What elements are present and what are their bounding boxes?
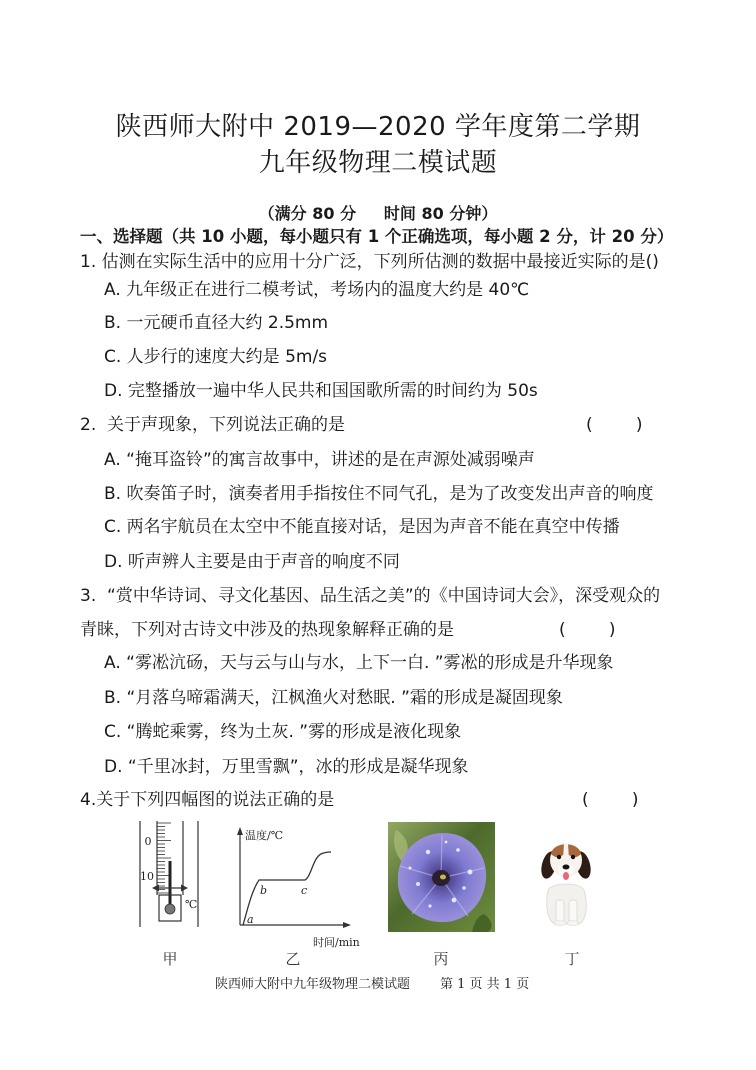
droplet [409,867,412,870]
flower-photo [388,822,495,932]
temperature-curve [243,852,331,925]
question-2-answer-bracket: ( ) [586,415,643,435]
graph-x-axis-label: 时间/min [313,936,360,949]
droplet [468,870,473,875]
question-1-option-d: D. 完整播放一遍中华人民共和国国歌所需的时间约为 50s [104,381,538,401]
graph-y-axis-arrow [237,827,243,835]
dog-eye-right [571,855,575,859]
question-3-stem-line-1: 3. “赏中华诗词、寻文化基因、品生活之美”的《中国诗词大会》，深受观众的 [80,586,661,606]
droplet [456,848,460,852]
footer-title: 陕西师大附中九年级物理二模试题 [215,977,411,992]
question-3-answer-bracket: ( ) [559,620,616,640]
graph-x-axis-arrow [343,922,351,928]
exam-title-line-1: 陕西师大附中 2019—2020 学年度第二学期 [115,112,641,142]
double-arrow-right-head [181,885,188,892]
figure-label-ding: 丁 [564,950,580,968]
question-3-stem-line-2: 青睐，下列对古诗文中涉及的热现象解释正确的是 [80,620,454,640]
section-heading: 一、选择题（共 10 小题，每小题只有 1 个正确选项，每小题 2 分，计 20 分） [80,227,674,246]
droplet [426,850,430,854]
temperature-time-graph [225,822,375,950]
footer-page-info: 第 1 页 共 1 页 [440,977,530,992]
graph-y-axis-label: 温度/℃ [245,829,284,842]
thermometer-liquid-column [169,861,172,905]
graph-point-a: a [247,913,254,926]
thermometer-unit: ℃ [185,898,198,911]
dog-paw [554,921,566,926]
question-4-answer-bracket: ( ) [582,790,639,810]
question-2-option-c: C. 两名宇航员在太空中不能直接对话，是因为声音不能在真空中传播 [104,517,620,537]
question-4-stem: 4.关于下列四幅图的说法正确的是 [80,790,335,810]
question-2-option-d: D. 听声辨人主要是由于声音的响度不同 [104,552,400,572]
dog-photo [528,830,604,926]
graph-point-c: c [301,884,308,897]
dog-tongue [563,872,569,880]
thermometer-bulb [165,904,175,914]
figure-label-bing: 丙 [433,950,449,968]
question-3-option-d: D. “千里冰封，万里雪飘”，冰的形成是凝华现象 [104,757,469,777]
exam-title-line-2: 九年级物理二模试题 [258,148,498,178]
dog-body [547,884,587,924]
dog-nose [563,865,570,870]
question-1-stem: 1. 估测在实际生活中的应用十分广泛，下列所估测的数据中最接近实际的是() [80,252,659,272]
dog-blaze [563,843,569,860]
question-2-option-b: B. 吹奏笛子时，演奏者用手指按住不同气孔，是为了改变发出声音的响度 [104,484,654,504]
question-3-option-b: B. “月落乌啼霜满天，江枫渔火对愁眠. ”霜的形成是凝固现象 [104,688,563,708]
question-3-option-a: A. “雾凇沆砀，天与云与山与水，上下一白. ”雾凇的形成是升华现象 [104,653,614,673]
question-1-option-a: A. 九年级正在进行二模考试，考场内的温度大约是 40℃ [104,280,530,300]
figure-label-yi: 乙 [285,950,301,968]
question-1-option-b: B. 一元硬币直径大约 2.5mm [104,313,329,333]
droplet [452,898,457,903]
dog-eye-left [557,855,561,859]
droplet [462,886,465,889]
flower-stamen [440,875,446,880]
question-3-option-c: C. “腾蛇乘雾，终为土灰. ”雾的形成是液化现象 [104,722,462,742]
droplet [428,904,431,907]
dog-paw [567,921,579,926]
droplet [416,882,420,886]
thermometer-label-10: 10 [140,870,154,883]
figure-label-jia: 甲 [162,950,178,968]
graph-point-b: b [260,884,268,897]
double-arrow-left-head [152,885,159,892]
thermometer-label-0: 0 [144,835,152,848]
thermometer-diagram [130,815,210,933]
droplet [445,841,448,844]
question-2-stem: 2. 关于声现象，下列说法正确的是 [80,415,346,435]
dog-front-leg-left [556,900,564,923]
exam-info: （满分 80 分 时间 80 分钟） [258,204,498,223]
dog-front-leg-right [569,900,577,923]
question-2-option-a: A. “掩耳盗铃”的寓言故事中，讲述的是在声源处减弱噪声 [104,450,535,470]
question-1-option-c: C. 人步行的速度大约是 5m/s [104,347,328,367]
